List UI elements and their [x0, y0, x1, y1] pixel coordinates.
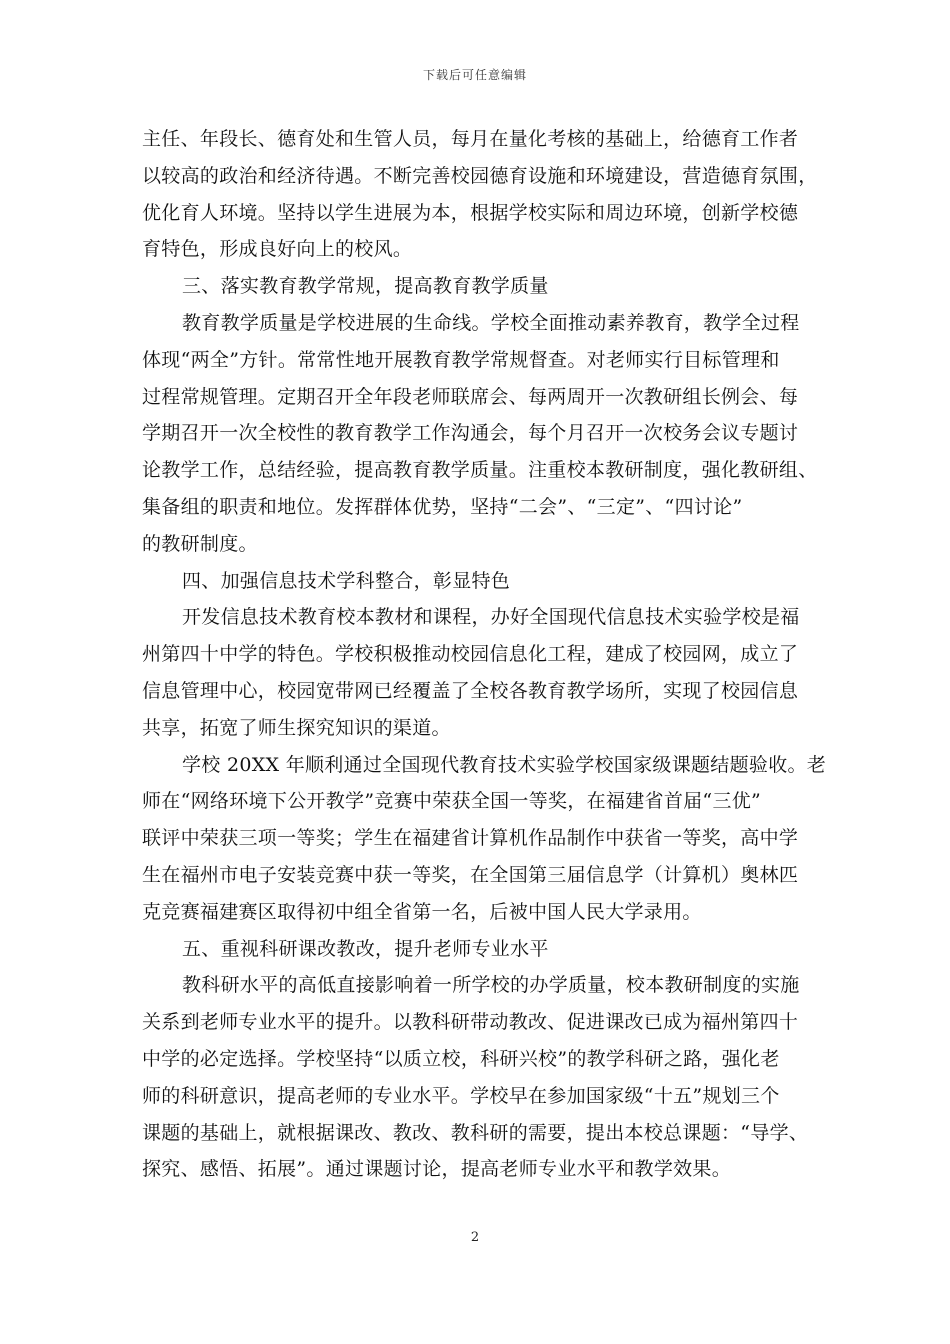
text-line: 学期召开一次全校性的教育教学工作沟通会，每个月召开一次校务会议专题讨: [142, 422, 799, 445]
text-line: 州第四十中学的特色。学校积极推动校园信息化工程，建成了校园网，成立了: [142, 643, 799, 666]
text-line: 体现“两全”方针。常常性地开展教育教学常规督查。对老师实行目标管理和: [142, 348, 780, 371]
text-line: 克竞赛福建赛区取得初中组全省第一名，后被中国人民大学录用。: [142, 900, 702, 923]
section-heading: 四、加强信息技术学科整合，彰显特色: [182, 569, 511, 592]
section-heading: 五、重视科研课改教改，提升老师专业水平: [182, 937, 549, 960]
text-line: 的教研制度。: [142, 532, 258, 555]
text-line: 关系到老师专业水平的提升。以教科研带动教改、促进课改已成为福州第四十: [142, 1011, 799, 1034]
text-line: 师在“网络环境下公开教学”竞赛中荣获全国一等奖，在福建省首届“三优”: [142, 790, 762, 813]
header-note: 下载后可任意编辑: [422, 68, 527, 82]
text-line: 共享，拓宽了师生探究知识的渠道。: [142, 716, 451, 739]
text-line: 师的科研意识，提高老师的专业水平。学校早在参加国家级“十五”规划三个: [142, 1084, 780, 1107]
text-line: 生在福州市电子安装竞赛中获一等奖，在全国第三届信息学（计算机）奥林匹: [142, 863, 799, 886]
paragraph-first-line: 开发信息技术教育校本教材和课程，办好全国现代信息技术实验学校是福: [182, 606, 800, 629]
section-heading: 三、落实教育教学常规，提高教育教学质量: [182, 275, 549, 298]
paragraph-first-line: 学校 20XX 年顺利通过全国现代教育技术实验学校国家级课题结题验收。老: [182, 753, 827, 776]
document-body: [142, 121, 827, 1188]
paragraph-first-line: 教育教学质量是学校进展的生命线。学校全面推动素养教育，教学全过程: [182, 311, 800, 334]
text-line: 信息管理中心，校园宽带网已经覆盖了全校各教育教学场所，实现了校园信息: [142, 679, 799, 702]
text-line: 集备组的职责和地位。发挥群体优势，坚持“二会”、“三定”、“四讨论”: [142, 495, 743, 518]
text-line: 育特色，形成良好向上的校风。: [142, 238, 413, 261]
page-number: 2: [470, 1230, 480, 1245]
text-line: 论教学工作，总结经验，提高教育教学质量。注重校本教研制度，强化教研组、: [142, 459, 818, 482]
text-line: 过程常规管理。定期召开全年段老师联席会、每两周开一次教研组长例会、每: [142, 385, 799, 408]
paragraph-first-line: 教科研水平的高低直接影响着一所学校的办学质量，校本教研制度的实施: [182, 974, 800, 997]
text-line: 以较高的政治和经济待遇。不断完善校园德育设施和环境建设，营造德育氛围，: [142, 164, 818, 187]
text-line: 主任、年段长、德育处和生管人员，每月在量化考核的基础上，给德育工作者: [142, 128, 799, 150]
text-line: 联评中荣获三项一等奖；学生在福建省计算机作品制作中获省一等奖，高中学: [142, 827, 799, 850]
text-line: 课题的基础上，就根据课改、教改、教科研的需要，提出本校总课题：“导学、: [142, 1121, 809, 1144]
text-line: 优化育人环境。坚持以学生进展为本，根据学校实际和周边环境，创新学校德: [142, 201, 799, 224]
text-line: 探究、感悟、拓展”。通过课题讨论，提高老师专业水平和教学效果。: [142, 1158, 732, 1181]
text-line: 中学的必定选择。学校坚持“以质立校，科研兴校”的教学科研之路，强化老: [142, 1047, 780, 1070]
